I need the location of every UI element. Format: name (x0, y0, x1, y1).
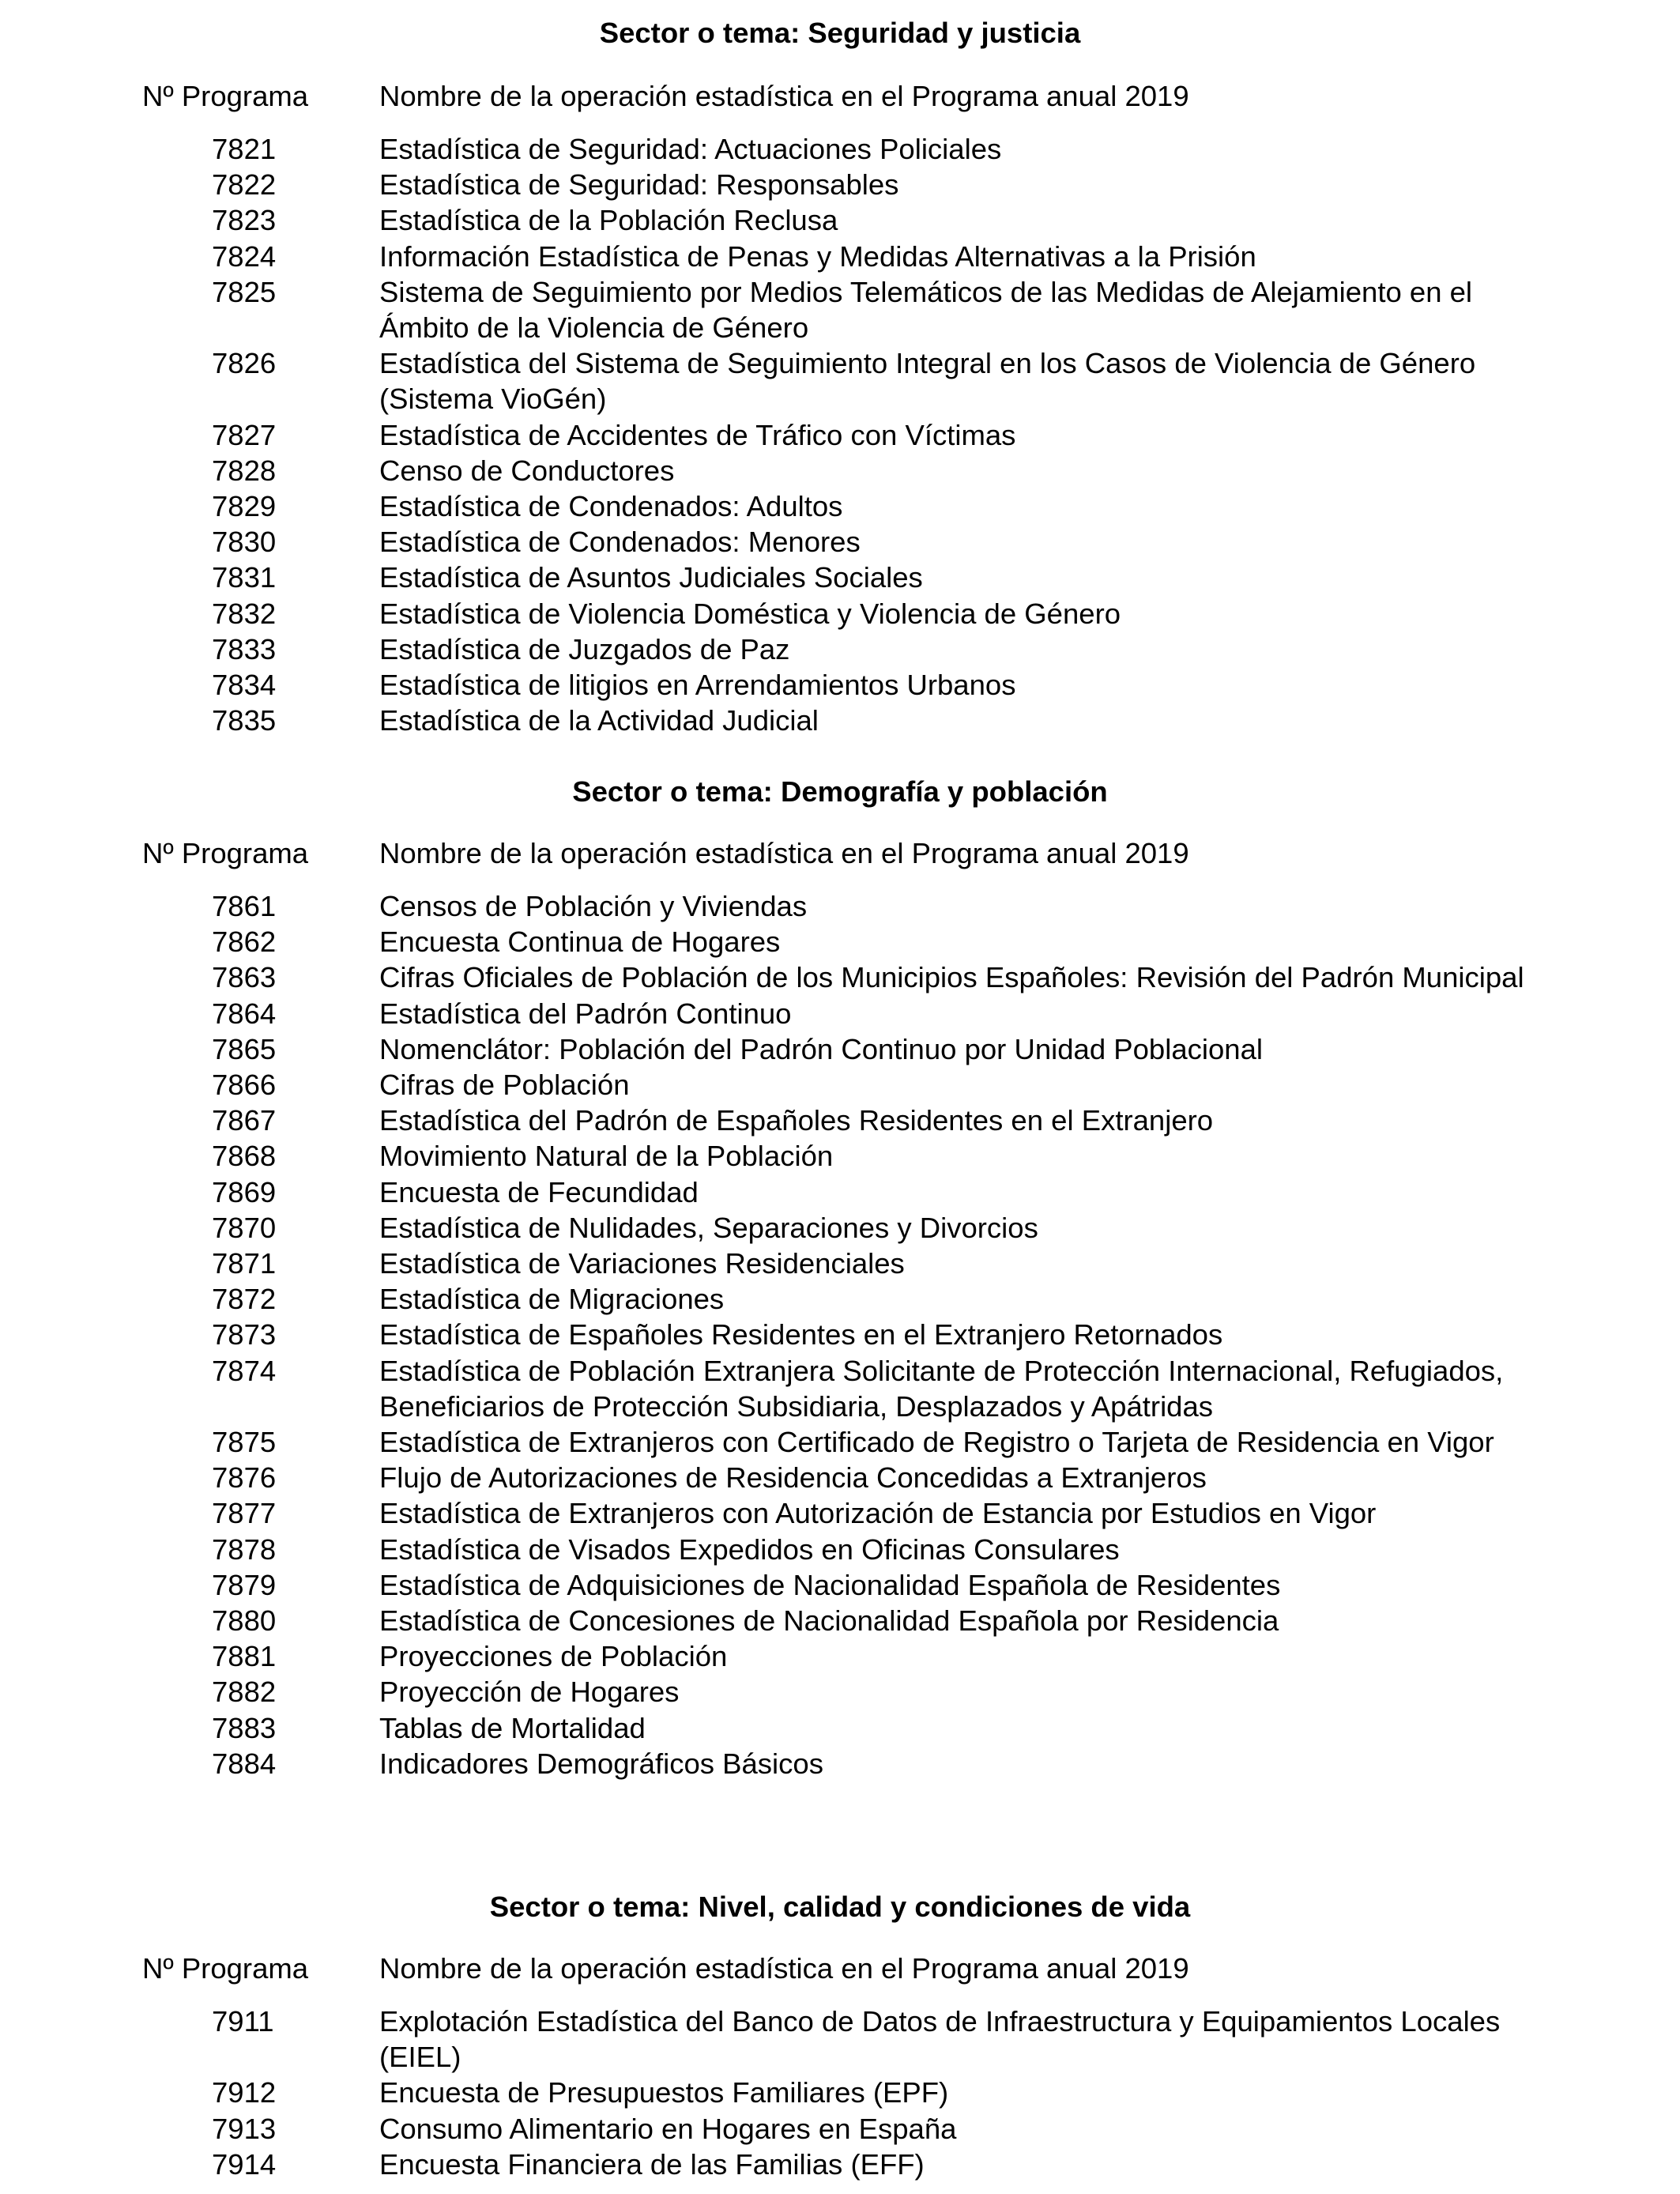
list-item (0, 1246, 1680, 1281)
operation-name: Estadística de Condenados: Menores (379, 526, 861, 559)
program-number: 7865 (212, 1032, 277, 1065)
program-number: 7830 (212, 526, 277, 559)
operation-name: Encuesta Continua de Hogares (379, 925, 781, 959)
list-item (0, 667, 1680, 703)
header-program-number: Nº Programa (142, 1952, 309, 1985)
column-header-row (0, 1951, 1680, 1986)
program-number: 7876 (212, 1461, 277, 1495)
program-number: 7872 (212, 1283, 277, 1316)
program-number: 7829 (212, 490, 277, 523)
list-item (0, 1638, 1680, 1674)
program-number: 7867 (212, 1104, 277, 1137)
operation-name: Estadística de Extranjeros con Autorización de Estancia por Estudios en Vigor (379, 1497, 1377, 1530)
operation-name: Indicadores Demográficos Básicos (379, 1747, 823, 1780)
program-number: 7866 (212, 1069, 277, 1102)
operation-name: Nomenclátor: Población del Padrón Continuo por Unidad Poblacional (379, 1032, 1264, 1065)
operation-name: Estadística de Variaciones Residenciales (379, 1247, 905, 1280)
header-program-number: Nº Programa (142, 80, 309, 112)
program-number: 7869 (212, 1175, 277, 1208)
program-number: 7913 (212, 2112, 277, 2145)
list-item (0, 996, 1680, 1031)
list-item (0, 345, 1680, 417)
operation-name: Estadística de Visados Expedidos en Oficinas Consulares (379, 1532, 1120, 1566)
list-item (0, 453, 1680, 488)
list-item (0, 1674, 1680, 1710)
list-item (0, 1138, 1680, 1174)
program-number: 7914 (212, 2147, 277, 2181)
operation-name: Estadística de Extranjeros con Certificado de Registro o Tarjeta de Residencia en Vigor (379, 1426, 1494, 1459)
section-title: Sector o tema: Seguridad y justicia (599, 17, 1081, 49)
list-item (0, 1281, 1680, 1317)
program-number: 7870 (212, 1211, 277, 1244)
list-item (0, 1424, 1680, 1460)
program-number: 7884 (212, 1747, 277, 1780)
list-item (0, 2147, 1680, 2182)
list-item (0, 2075, 1680, 2110)
list-item (0, 167, 1680, 202)
operation-name: Sistema de Seguimiento por Medios Telemáticos de las Medidas de Alejamiento en el Ámbito de la Violencia de Género (379, 275, 1473, 345)
program-number: 7861 (212, 890, 277, 922)
list-item (0, 959, 1680, 995)
operation-name: Estadística de Españoles Residentes en el Extranjero Retornados (379, 1318, 1223, 1351)
program-number: 7879 (212, 1568, 277, 1601)
operation-name: Estadística de Seguridad: Actuaciones Policiales (379, 133, 1002, 165)
list-item (0, 202, 1680, 238)
operation-name: Estadística de Condenados: Adultos (379, 490, 843, 523)
list-item (0, 1567, 1680, 1603)
operation-name: Estadística del Padrón Continuo (379, 997, 792, 1030)
program-number: 7822 (212, 168, 277, 202)
program-number: 7827 (212, 418, 277, 451)
list-item (0, 560, 1680, 595)
operations-list (0, 888, 1680, 1781)
program-number: 7868 (212, 1140, 277, 1173)
program-number: 7834 (212, 669, 277, 702)
program-number: 7821 (212, 133, 277, 165)
header-operation-name: Nombre de la operación estadística en el Programa anual 2019 (379, 80, 1189, 112)
operation-name: Estadística de Accidentes de Tráfico con Víctimas (379, 418, 1016, 451)
list-item (0, 417, 1680, 453)
operation-name: Estadística del Padrón de Españoles Residentes en el Extranjero (379, 1104, 1214, 1137)
operation-name: Censo de Conductores (379, 454, 675, 487)
program-number: 7882 (212, 1676, 277, 1709)
operation-name: Estadística de la Actividad Judicial (379, 704, 819, 737)
program-number: 7823 (212, 204, 277, 237)
list-item (0, 888, 1680, 924)
program-number: 7871 (212, 1247, 277, 1280)
operation-name: Estadística de Migraciones (379, 1283, 725, 1316)
list-item (0, 274, 1680, 345)
operations-list (0, 131, 1680, 738)
operation-name: Estadística de Concesiones de Nacionalidad Española por Residencia (379, 1604, 1279, 1638)
operation-name: Estadística del Sistema de Seguimiento Integral en los Casos de Violencia de Género (Sistema VioGén) (379, 347, 1476, 416)
list-item (0, 131, 1680, 167)
list-item (0, 488, 1680, 524)
program-number: 7878 (212, 1532, 277, 1566)
program-number: 7883 (212, 1711, 277, 1744)
list-item (0, 1317, 1680, 1352)
program-number: 7832 (212, 597, 277, 630)
operation-name: Cifras Oficiales de Población de los Municipios Españoles: Revisión del Padrón Municipal (379, 961, 1524, 994)
operation-name: Proyección de Hogares (379, 1676, 680, 1709)
operation-name: Flujo de Autorizaciones de Residencia Concedidas a Extranjeros (379, 1461, 1207, 1495)
program-number: 7911 (212, 2005, 274, 2038)
program-number: 7912 (212, 2076, 277, 2109)
list-item (0, 1353, 1680, 1424)
column-header-row (0, 79, 1680, 114)
operation-name: Movimiento Natural de la Población (379, 1140, 834, 1173)
operation-name: Proyecciones de Población (379, 1640, 728, 1673)
list-item (0, 1460, 1680, 1495)
list-item (0, 2111, 1680, 2147)
list-item (0, 1710, 1680, 1746)
operation-name: Censos de Población y Viviendas (379, 890, 808, 922)
header-operation-name: Nombre de la operación estadística en el Programa anual 2019 (379, 837, 1189, 869)
section-title: Sector o tema: Demografía y población (572, 775, 1108, 808)
operation-name: Estadística de Población Extranjera Solicitante de Protección Internacional, Refugiados, Beneficiarios de Protección Subsidiaria, Desplazados y Apátridas (379, 1354, 1504, 1423)
operation-name: Encuesta Financiera de las Familias (EFF) (379, 2147, 925, 2181)
program-number: 7825 (212, 275, 277, 308)
program-number: 7875 (212, 1426, 277, 1459)
program-number: 7877 (212, 1497, 277, 1530)
operation-name: Estadística de Asuntos Judiciales Sociales (379, 561, 923, 594)
list-item (0, 631, 1680, 667)
list-item (0, 1746, 1680, 1781)
list-item (0, 1532, 1680, 1567)
operation-name: Explotación Estadística del Banco de Datos de Infraestructura y Equipamientos Locales (EIEL) (379, 2005, 1501, 2074)
operations-list (0, 2004, 1680, 2182)
operation-name: Información Estadística de Penas y Medidas Alternativas a la Prisión (379, 239, 1256, 273)
program-number: 7874 (212, 1354, 277, 1387)
operation-name: Estadística de la Población Reclusa (379, 204, 838, 237)
list-item (0, 524, 1680, 560)
operation-name: Encuesta de Fecundidad (379, 1175, 699, 1208)
program-number: 7881 (212, 1640, 277, 1673)
program-number: 7835 (212, 704, 277, 737)
list-item (0, 703, 1680, 738)
column-header-row (0, 836, 1680, 871)
list-item (0, 1067, 1680, 1103)
program-number: 7833 (212, 632, 277, 665)
section-title: Sector o tema: Nivel, calidad y condiciones de vida (489, 1891, 1191, 1923)
operation-name: Consumo Alimentario en Hogares en España (379, 2112, 957, 2145)
list-item (0, 2004, 1680, 2075)
list-item (0, 1031, 1680, 1067)
header-program-number: Nº Programa (142, 837, 309, 869)
operation-name: Estadística de Juzgados de Paz (379, 632, 790, 665)
operation-name: Estadística de Violencia Doméstica y Violencia de Género (379, 597, 1121, 630)
operation-name: Cifras de Población (379, 1069, 630, 1102)
list-item (0, 1603, 1680, 1638)
program-number: 7831 (212, 561, 277, 594)
program-number: 7864 (212, 997, 277, 1030)
program-number: 7828 (212, 454, 277, 487)
program-number: 7873 (212, 1318, 277, 1351)
program-number: 7880 (212, 1604, 277, 1638)
program-number: 7824 (212, 239, 277, 273)
list-item (0, 1210, 1680, 1246)
header-operation-name: Nombre de la operación estadística en el Programa anual 2019 (379, 1952, 1189, 1985)
list-item (0, 1103, 1680, 1138)
program-number: 7826 (212, 347, 277, 380)
operation-name: Encuesta de Presupuestos Familiares (EPF) (379, 2076, 949, 2109)
list-item (0, 1174, 1680, 1210)
operation-name: Estadística de Adquisiciones de Nacionalidad Española de Residentes (379, 1568, 1281, 1601)
list-item (0, 239, 1680, 274)
operation-name: Estadística de Seguridad: Responsables (379, 168, 899, 202)
list-item (0, 1495, 1680, 1531)
program-number: 7863 (212, 961, 277, 994)
operation-name: Estadística de Nulidades, Separaciones y Divorcios (379, 1211, 1038, 1244)
operation-name: Estadística de litigios en Arrendamientos Urbanos (379, 669, 1016, 702)
operation-name: Tablas de Mortalidad (379, 1711, 646, 1744)
program-number: 7862 (212, 925, 277, 959)
list-item (0, 924, 1680, 959)
list-item (0, 596, 1680, 631)
